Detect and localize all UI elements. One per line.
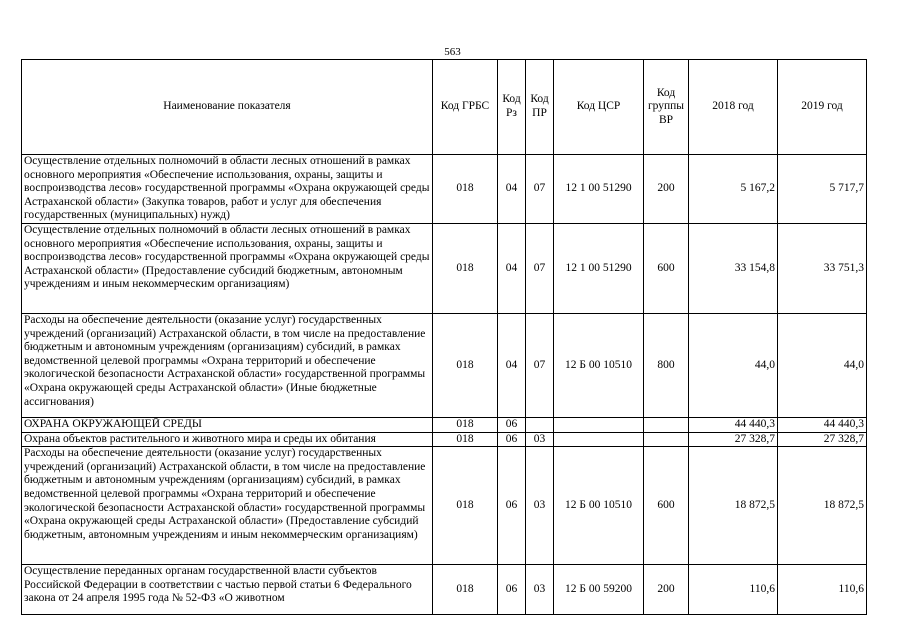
row-2018: 27 328,7 [689,432,778,447]
row-grbs: 018 [433,313,498,417]
header-pr: Код ПР [526,60,554,155]
row-vr: 200 [644,155,689,224]
row-name: Осуществление отдельных полномочий в области лесных отношений в рамках основного мероприятия «Обеспечение использования, охраны, защиты и воспроизводства лесов» государственной программы «Охрана окружающей среды Астраханской области» (Предоставление субсидий бюджетным, автономным учреждениям и иным некоммерческим организациям) [22,223,433,313]
row-pr: 03 [526,432,554,447]
row-grbs: 018 [433,432,498,447]
row-rz: 06 [498,447,526,565]
row-2018: 18 872,5 [689,447,778,565]
table-row [22,447,867,565]
row-pr: 03 [526,447,554,565]
row-csr: 12 Б 00 59200 [554,565,644,615]
header-name: Наименование показателя [22,60,433,155]
row-vr: 600 [644,447,689,565]
row-2018: 44,0 [689,313,778,417]
row-grbs: 018 [433,223,498,313]
row-vr: 600 [644,223,689,313]
row-pr: 07 [526,223,554,313]
row-csr [554,432,644,447]
table-row-subsection [22,432,867,447]
row-csr: 12 Б 00 10510 [554,313,644,417]
row-rz: 06 [498,417,526,432]
row-vr: 800 [644,313,689,417]
row-csr [554,417,644,432]
row-2019: 33 751,3 [778,223,867,313]
row-2019: 5 717,7 [778,155,867,224]
row-name: Осуществление отдельных полномочий в области лесных отношений в рамках основного мероприятия «Обеспечение использования, охраны, защиты и воспроизводства лесов» государственной программы «Охрана окружающей среды Астраханской области» (Закупка товаров, работ и услуг для обеспечения государственных (муниципальных) нужд) [22,155,433,224]
row-vr [644,417,689,432]
header-2018: 2018 год [689,60,778,155]
row-2019: 44 440,3 [778,417,867,432]
header-2019: 2019 год [778,60,867,155]
row-pr: 03 [526,565,554,615]
row-2018: 33 154,8 [689,223,778,313]
row-pr [526,417,554,432]
budget-table [21,59,867,615]
row-csr: 12 1 00 51290 [554,155,644,224]
table-row [22,155,867,224]
row-name: Осуществление переданных органам государственной власти субъектов Российской Федерации в соответствии с частью первой статьи 6 Федерального закона от 24 апреля 1995 года № 52-ФЗ «О животном [22,565,433,615]
row-rz: 06 [498,432,526,447]
row-2018: 44 440,3 [689,417,778,432]
row-vr: 200 [644,565,689,615]
row-rz: 04 [498,313,526,417]
row-2018: 5 167,2 [689,155,778,224]
row-csr: 12 Б 00 10510 [554,447,644,565]
row-pr: 07 [526,313,554,417]
page-number: 563 [444,46,461,58]
row-grbs: 018 [433,447,498,565]
row-2019: 44,0 [778,313,867,417]
row-grbs: 018 [433,155,498,224]
row-pr: 07 [526,155,554,224]
row-rz: 04 [498,223,526,313]
table-row [22,313,867,417]
row-name: Охрана объектов растительного и животного мира и среды их обитания [22,432,433,447]
header-grbs: Код ГРБС [433,60,498,155]
row-name: ОХРАНА ОКРУЖАЮЩЕЙ СРЕДЫ [22,417,433,432]
header-vr: Код группы ВР [644,60,689,155]
header-rz: Код Рз [498,60,526,155]
row-2018: 110,6 [689,565,778,615]
row-name: Расходы на обеспечение деятельности (оказание услуг) государственных учреждений (организаций) Астраханской области, в том числе на предоставление бюджетным и автономным учреждениям (организациям) субсидий, в рамках ведомственной целевой программы «Охрана территорий и обеспечение экологической безопасности Астраханской области» государственной программы «Охрана окружающей среды Астраханской области» (Иные бюджетные ассигнования) [22,313,433,417]
header-csr: Код ЦСР [554,60,644,155]
row-2019: 27 328,7 [778,432,867,447]
row-rz: 04 [498,155,526,224]
row-rz: 06 [498,565,526,615]
row-csr: 12 1 00 51290 [554,223,644,313]
row-2019: 110,6 [778,565,867,615]
row-grbs: 018 [433,417,498,432]
row-vr [644,432,689,447]
row-grbs: 018 [433,565,498,615]
table-row [22,223,867,313]
table-row [22,565,867,615]
table-row-section [22,417,867,432]
row-name: Расходы на обеспечение деятельности (оказание услуг) государственных учреждений (организаций) Астраханской области, в том числе на предоставление бюджетным и автономным учреждениям (организациям) субсидий, в рамках ведомственной целевой программы «Охрана территорий и обеспечение экологической безопасности Астраханской области» государственной программы «Охрана окружающей среды Астраханской области» (Предоставление субсидий бюджетным, автономным учреждениям и иным некоммерческим организациям) [22,447,433,565]
table-header-row [22,60,867,155]
row-2019: 18 872,5 [778,447,867,565]
